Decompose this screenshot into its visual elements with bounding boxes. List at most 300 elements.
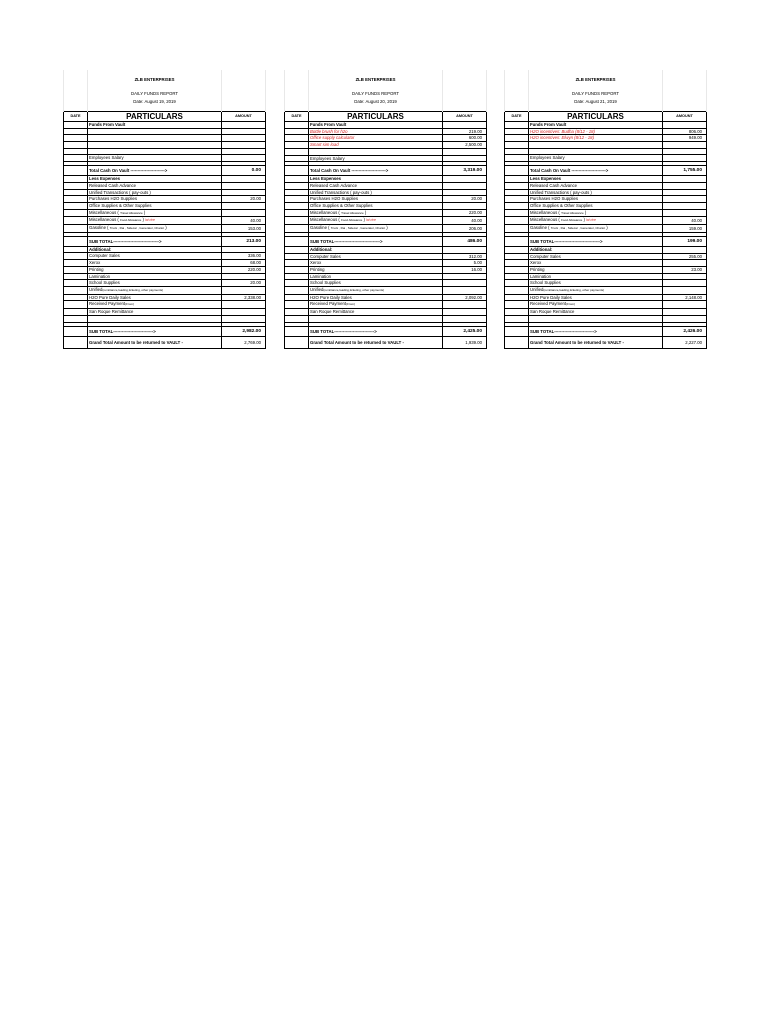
expense-label-end: ) xyxy=(165,225,167,231)
fund-item-amount: 600.00 xyxy=(443,135,487,142)
expense-label-cell xyxy=(88,189,222,196)
fund-item-amount xyxy=(222,128,266,135)
employees-salary-label: Employees Salary xyxy=(529,155,663,162)
additional-row xyxy=(505,260,707,267)
additional-label: San Roque Remittance xyxy=(89,309,134,315)
additional-detail: (From) xyxy=(566,302,576,307)
report-date: Date: August 21, 2019 xyxy=(529,98,663,105)
expense-label-end: ) xyxy=(142,217,144,223)
expense-amount xyxy=(663,189,707,196)
sub-total-label: SUB TOTAL--------------------------------> xyxy=(88,236,222,246)
expense-amount xyxy=(443,182,487,189)
additional-row xyxy=(505,301,707,309)
expense-note: lot rice xyxy=(366,218,376,223)
fund-item-label xyxy=(529,142,663,149)
additional-amount xyxy=(663,280,707,287)
fund-item-amount: 949.00 xyxy=(663,135,707,142)
fund-item-amount: 219.00 xyxy=(443,128,487,135)
company-name: ZLB ENTERPRISES xyxy=(309,70,443,90)
expense-label-cell xyxy=(529,217,663,225)
additional-amount xyxy=(222,273,266,280)
fund-item-label xyxy=(88,135,222,142)
report-subtitle: DAILY FUNDS REPORT xyxy=(88,90,222,98)
expense-row xyxy=(285,203,487,210)
additional-row xyxy=(64,301,266,309)
company-name: ZLB ENTERPRISES xyxy=(529,70,663,90)
additional-detail: (From) xyxy=(346,302,356,307)
expense-amount xyxy=(222,189,266,196)
expense-label: Purchases H2O Supplies xyxy=(530,196,579,202)
additional-label: Lamination xyxy=(310,273,332,279)
additional-label: Additional: xyxy=(88,246,222,253)
sub-total-value: 486.00 xyxy=(443,236,487,246)
additional-row xyxy=(505,273,707,280)
additional-label: Xerox xyxy=(89,260,101,266)
expense-amount: 40.00 xyxy=(663,217,707,225)
employees-salary-label: Employees Salary xyxy=(309,155,443,162)
sub-total-2-label: SUB TOTAL----------------------------> xyxy=(88,326,222,336)
expense-label: Unified Transactions ( pay-outs ) xyxy=(530,189,592,195)
expense-label-cell xyxy=(88,202,222,209)
expense-detail: Truck , Rai , Sidecar , Generator, Chariot xyxy=(109,226,165,231)
expense-label: Released Cash Advance xyxy=(89,182,137,188)
expense-row xyxy=(64,217,266,225)
expense-detail: Food Allowance xyxy=(120,218,142,223)
additional-amount xyxy=(222,301,266,309)
funds-from-vault-label: Funds From Vault xyxy=(309,122,443,129)
expense-label-cell xyxy=(529,209,663,217)
additional-label: Xerox xyxy=(310,260,322,266)
additional-label: H2O Pure Daily Sales xyxy=(310,294,352,300)
fund-item-amount: 2,500.00 xyxy=(443,142,487,149)
additional-label-cell xyxy=(309,294,443,301)
expense-amount xyxy=(663,203,707,210)
expense-detail: Truck , Rai , Sidecar , Generator, Chariot xyxy=(550,226,606,231)
expense-row xyxy=(505,182,707,189)
expense-amount: 40.00 xyxy=(222,217,266,225)
additional-label-cell xyxy=(309,273,443,280)
expense-label: Released Cash Advance xyxy=(530,182,578,188)
expense-row xyxy=(285,209,487,217)
additional-label-cell xyxy=(88,273,222,280)
expense-label-cell xyxy=(309,225,443,233)
expense-label-cell xyxy=(88,225,222,233)
particulars-column-header: PARTICULARS xyxy=(529,112,663,122)
additional-label-cell xyxy=(88,266,222,273)
expense-amount xyxy=(443,189,487,196)
additional-amount: 16.00 xyxy=(443,266,487,273)
additional-row xyxy=(505,309,707,316)
additional-amount: 220.00 xyxy=(222,266,266,273)
additional-amount xyxy=(443,287,487,295)
additional-row xyxy=(64,260,266,267)
daily-funds-report xyxy=(504,70,706,349)
additional-label-cell xyxy=(309,253,443,260)
amount-column-header: AMOUNT xyxy=(663,112,707,122)
additional-label: Additional: xyxy=(309,246,443,253)
additional-detail: (remittance,loading,ticketing, other payments) xyxy=(323,288,385,293)
additional-label-cell xyxy=(88,294,222,301)
fund-item-amount xyxy=(663,142,707,149)
expense-label-cell xyxy=(88,209,222,217)
fund-item-label: H2O incentives: Elwyn (8/12 - 18) xyxy=(529,135,663,142)
expense-row xyxy=(285,182,487,189)
funds-from-vault-label: Funds From Vault xyxy=(529,122,663,129)
additional-label-cell xyxy=(529,294,663,301)
additional-row xyxy=(285,309,487,316)
grand-total-label: Grand Total Amount to be returned to VAULT - xyxy=(88,336,222,348)
fund-item-label: H2O incentives: Budha (8/12 - 18) xyxy=(529,128,663,135)
amount-column-header: AMOUNT xyxy=(443,112,487,122)
particulars-column-header: PARTICULARS xyxy=(88,112,222,122)
expense-label: Miscellaneous ( xyxy=(310,217,340,223)
amount-column-header: AMOUNT xyxy=(222,112,266,122)
expense-label-cell xyxy=(529,182,663,189)
expense-amount: 153.00 xyxy=(222,225,266,233)
additional-label: Computer Sales xyxy=(530,253,561,259)
additional-amount: 2,092.00 xyxy=(443,294,487,301)
additional-label-cell xyxy=(88,260,222,267)
expense-label-end: ) xyxy=(363,217,365,223)
fund-item-amount xyxy=(222,142,266,149)
expense-label: Miscellaneous ( xyxy=(530,217,560,223)
sub-total-2-label: SUB TOTAL----------------------------> xyxy=(309,326,443,336)
fund-item-amount: 806.00 xyxy=(663,128,707,135)
additional-amount xyxy=(663,301,707,309)
additional-amount xyxy=(663,260,707,267)
additional-label: Unified xyxy=(310,287,324,293)
additional-amount xyxy=(443,280,487,287)
expense-amount xyxy=(222,182,266,189)
total-cash-value: 1,755.00 xyxy=(663,166,707,176)
expense-label-cell xyxy=(309,203,443,210)
expense-row xyxy=(64,182,266,189)
expense-amount: 40.00 xyxy=(443,217,487,225)
expense-label: Miscellaneous ( xyxy=(89,217,119,223)
additional-label-cell xyxy=(529,287,663,295)
expense-label: Unified Transactions ( pay-outs ) xyxy=(310,189,372,195)
expense-label: Purchases H2O Supplies xyxy=(310,196,359,202)
total-cash-label: Total Cash On Vault ------------------------> xyxy=(309,166,443,176)
expense-detail: Travel Allowance xyxy=(120,210,143,215)
total-cash-label: Total Cash On Vault ------------------------> xyxy=(88,166,222,176)
additional-label: Received Payment xyxy=(530,301,567,307)
additional-label-cell xyxy=(529,273,663,280)
additional-row xyxy=(64,280,266,287)
expense-detail: Travel Allowance xyxy=(561,210,584,215)
expense-label-cell xyxy=(309,196,443,203)
additional-row xyxy=(505,294,707,301)
additional-row xyxy=(285,273,487,280)
additional-row xyxy=(64,266,266,273)
expense-amount xyxy=(222,209,266,217)
expense-label-end: ) xyxy=(143,209,146,215)
fund-row xyxy=(505,142,707,149)
expense-row xyxy=(505,189,707,196)
additional-label-cell xyxy=(529,280,663,287)
total-cash-value: 0.00 xyxy=(222,166,266,176)
additional-label-cell xyxy=(88,301,222,309)
expense-row xyxy=(505,209,707,217)
expense-label-cell xyxy=(529,196,663,203)
additional-row xyxy=(285,294,487,301)
additional-label-cell xyxy=(529,253,663,260)
expense-label-cell xyxy=(309,189,443,196)
daily-funds-report xyxy=(284,70,486,349)
expense-label-cell xyxy=(88,217,222,225)
employees-salary-label: Employees Salary xyxy=(88,155,222,162)
fund-item-label: Office supply calculator xyxy=(309,135,443,142)
additional-row xyxy=(64,253,266,260)
sub-total-value: 199.00 xyxy=(663,236,707,246)
fund-row xyxy=(505,128,707,135)
expense-label-end: ) xyxy=(386,225,388,231)
expense-row xyxy=(505,203,707,210)
particulars-column-header: PARTICULARS xyxy=(309,112,443,122)
expense-label: Released Cash Advance xyxy=(310,182,358,188)
additional-label-cell xyxy=(309,280,443,287)
additional-amount xyxy=(663,273,707,280)
date-column-header: DATE xyxy=(64,112,88,122)
expense-label: Purchases H2O Supplies xyxy=(89,196,138,202)
additional-label: School Supplies xyxy=(530,280,561,286)
total-cash-label: Total Cash On Vault ------------------------> xyxy=(529,166,663,176)
additional-amount xyxy=(443,273,487,280)
sub-total-2-value: 2,425.00 xyxy=(443,326,487,336)
fund-row xyxy=(285,135,487,142)
expense-label: Miscellaneous ( xyxy=(89,209,119,215)
total-cash-value: 3,319.00 xyxy=(443,166,487,176)
expense-row xyxy=(64,209,266,217)
additional-label: Printing xyxy=(89,266,104,272)
company-name: ZLB ENTERPRISES xyxy=(88,70,222,90)
additional-label: Lamination xyxy=(530,273,552,279)
additional-label-cell xyxy=(529,260,663,267)
additional-label: Received Payment xyxy=(89,301,126,307)
additional-row xyxy=(285,266,487,273)
additional-amount xyxy=(222,287,266,295)
grand-total-value: 1,939.00 xyxy=(443,336,487,348)
expense-label-end: ) xyxy=(364,209,367,215)
expense-amount: 159.00 xyxy=(663,225,707,233)
fund-row xyxy=(505,135,707,142)
date-column-header: DATE xyxy=(505,112,529,122)
additional-amount: 312.00 xyxy=(443,253,487,260)
expense-amount xyxy=(443,203,487,210)
fund-row xyxy=(285,142,487,149)
expense-label: Miscellaneous ( xyxy=(310,209,340,215)
report-date: Date: August 19, 2019 xyxy=(88,98,222,105)
additional-label-cell xyxy=(88,280,222,287)
additional-row xyxy=(64,273,266,280)
expense-row xyxy=(505,196,707,203)
additional-amount xyxy=(443,309,487,316)
sub-total-value: 213.00 xyxy=(222,236,266,246)
report-table xyxy=(284,70,487,349)
additional-label: Printing xyxy=(310,266,325,272)
expense-label-cell xyxy=(529,189,663,196)
expense-label-cell xyxy=(309,217,443,225)
expense-amount: 20.00 xyxy=(222,196,266,203)
expense-amount xyxy=(663,209,707,217)
additional-label-cell xyxy=(529,301,663,309)
expense-amount xyxy=(663,196,707,203)
additional-row xyxy=(285,280,487,287)
less-expenses-label: Less Expenses xyxy=(529,176,663,183)
additional-amount xyxy=(663,309,707,316)
additional-label-cell xyxy=(309,260,443,267)
additional-row xyxy=(64,294,266,301)
additional-label-cell xyxy=(309,309,443,316)
additional-label: Computer Sales xyxy=(89,253,120,259)
expense-label-end: ) xyxy=(584,209,587,215)
additional-label: Additional: xyxy=(529,246,663,253)
report-subtitle: DAILY FUNDS REPORT xyxy=(309,90,443,98)
additional-row xyxy=(505,266,707,273)
additional-label: Unified xyxy=(89,287,103,292)
additional-amount: 68.00 xyxy=(222,260,266,267)
additional-label: School Supplies xyxy=(89,280,120,286)
funds-from-vault-label: Funds From Vault xyxy=(88,122,222,129)
additional-detail: (From) xyxy=(125,302,135,307)
expense-detail: Travel Allowance xyxy=(341,210,364,215)
expense-label-cell xyxy=(529,225,663,233)
expense-row xyxy=(505,225,707,233)
additional-label: Printing xyxy=(530,266,545,272)
expense-label-cell xyxy=(88,196,222,203)
expense-row xyxy=(285,225,487,233)
fund-item-label xyxy=(88,128,222,135)
additional-label-cell xyxy=(88,309,222,316)
expense-label-cell xyxy=(529,203,663,210)
expense-label: Gasoline ( xyxy=(89,225,109,231)
expense-amount: 220.00 xyxy=(443,209,487,217)
expense-label: Gasoline ( xyxy=(310,225,330,231)
less-expenses-label: Less Expenses xyxy=(309,176,443,183)
report-table xyxy=(63,70,266,349)
expense-detail: Food Allowance xyxy=(341,218,363,223)
additional-label: San Roque Remittance xyxy=(310,309,355,315)
additional-row xyxy=(505,253,707,260)
additional-label: San Roque Remittance xyxy=(530,309,575,315)
additional-row xyxy=(285,301,487,309)
additional-label: Computer Sales xyxy=(310,253,341,259)
expense-amount xyxy=(222,202,266,209)
expense-label-end: ) xyxy=(606,225,608,231)
additional-row xyxy=(285,260,487,267)
additional-label: Lamination xyxy=(89,273,111,279)
grand-total-value: 2,227.00 xyxy=(663,336,707,348)
additional-amount: 336.00 xyxy=(222,253,266,260)
additional-label-cell xyxy=(309,301,443,309)
sub-total-2-value: 2,982.00 xyxy=(222,326,266,336)
fund-item-label: Smart sim load xyxy=(309,142,443,149)
additional-row xyxy=(64,309,266,316)
expense-note: lot rice xyxy=(586,218,596,223)
additional-amount xyxy=(443,301,487,309)
expense-label: Office Supplies & Other Supplies xyxy=(89,202,152,208)
expense-note: lot rice xyxy=(145,218,155,223)
expense-row xyxy=(505,217,707,225)
additional-label: Xerox xyxy=(530,260,542,266)
additional-label: Received Payment xyxy=(310,301,347,307)
sub-total-2-label: SUB TOTAL----------------------------> xyxy=(529,326,663,336)
expense-amount xyxy=(663,182,707,189)
expense-row xyxy=(64,225,266,233)
fund-row xyxy=(64,135,266,142)
additional-amount: 2,338.00 xyxy=(222,294,266,301)
additional-amount: 5.00 xyxy=(443,260,487,267)
expense-row xyxy=(64,189,266,196)
expense-amount: 20.00 xyxy=(443,196,487,203)
expense-row xyxy=(285,189,487,196)
sub-total-2-value: 2,426.00 xyxy=(663,326,707,336)
additional-label: H2O Pure Daily Sales xyxy=(89,294,131,300)
additional-amount xyxy=(663,287,707,295)
additional-row xyxy=(285,253,487,260)
expense-label: Office Supplies & Other Supplies xyxy=(310,203,373,209)
additional-label-cell xyxy=(88,287,222,295)
fund-item-label: Bottle brush for h2o xyxy=(309,128,443,135)
additional-detail: (remittance,loading,ticketing, other payments) xyxy=(543,288,605,293)
report-date: Date: August 20, 2019 xyxy=(309,98,443,105)
expense-amount: 206.00 xyxy=(443,225,487,233)
expense-label: Miscellaneous ( xyxy=(530,209,560,215)
additional-amount: 255.00 xyxy=(663,253,707,260)
expense-label-cell xyxy=(309,182,443,189)
report-subtitle: DAILY FUNDS REPORT xyxy=(529,90,663,98)
additional-amount: 2,148.00 xyxy=(663,294,707,301)
additional-detail: (remittance,loading,ticketing, other payments) xyxy=(102,288,164,292)
expense-label: Office Supplies & Other Supplies xyxy=(530,203,593,208)
expense-label-end: ) xyxy=(583,217,585,223)
fund-item-label xyxy=(88,142,222,149)
additional-row xyxy=(505,280,707,287)
additional-amount xyxy=(222,309,266,316)
additional-amount: 23.00 xyxy=(663,266,707,273)
expense-row xyxy=(285,217,487,225)
additional-row xyxy=(64,287,266,295)
additional-label-cell xyxy=(309,287,443,295)
additional-label: School Supplies xyxy=(310,280,341,286)
expense-row xyxy=(285,196,487,203)
fund-item-amount xyxy=(222,135,266,142)
additional-row xyxy=(285,287,487,295)
sub-total-label: SUB TOTAL--------------------------------> xyxy=(529,236,663,246)
sub-total-label: SUB TOTAL--------------------------------> xyxy=(309,236,443,246)
expense-label-cell xyxy=(88,182,222,189)
additional-label-cell xyxy=(529,309,663,316)
grand-total-value: 2,769.00 xyxy=(222,336,266,348)
additional-amount: 20.00 xyxy=(222,280,266,287)
expense-label-cell xyxy=(309,209,443,217)
expense-label: Gasoline ( xyxy=(530,225,550,231)
fund-row xyxy=(64,128,266,135)
additional-label: H2O Pure Daily Sales xyxy=(530,294,572,300)
grand-total-label: Grand Total Amount to be returned to VAULT - xyxy=(529,336,663,348)
additional-label-cell xyxy=(88,253,222,260)
additional-row xyxy=(505,287,707,295)
less-expenses-label: Less Expenses xyxy=(88,176,222,183)
additional-label-cell xyxy=(309,266,443,273)
report-table xyxy=(504,70,707,349)
fund-row xyxy=(64,142,266,149)
additional-label: Unified xyxy=(530,287,544,293)
daily-funds-report xyxy=(63,70,265,349)
date-column-header: DATE xyxy=(285,112,309,122)
expense-label: Unified Transactions ( pay-outs ) xyxy=(89,189,151,195)
additional-label-cell xyxy=(529,266,663,273)
